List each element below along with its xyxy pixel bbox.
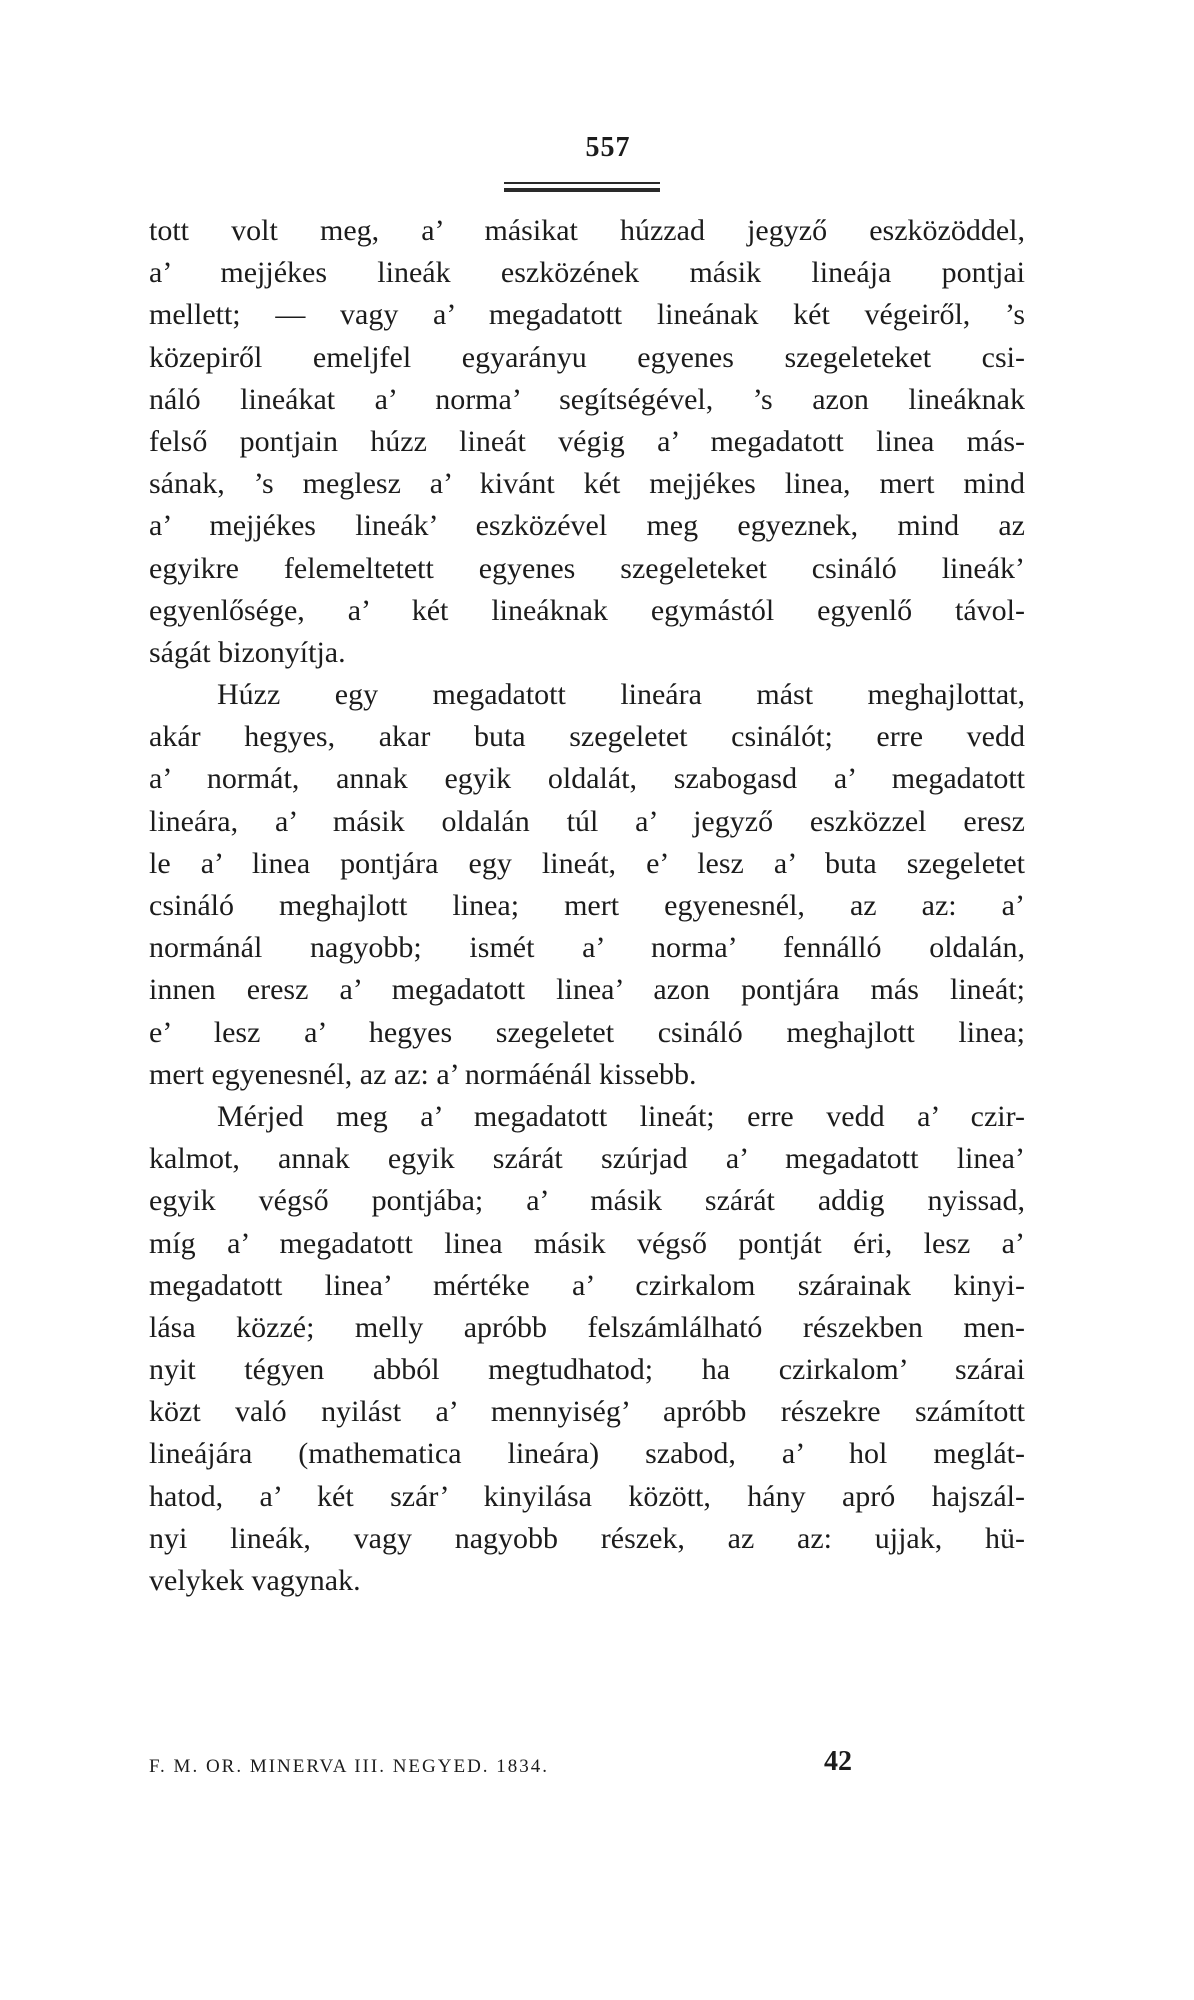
page-footer	[149, 1740, 1025, 1784]
text-line: megadatott linea’ mértéke a’ czirkalom szárainak kinyi-	[149, 1268, 1025, 1302]
text-line: ságát bizonyítja.	[149, 635, 346, 669]
text-line: mert egyenesnél, az az: a’ normáénál kissebb.	[149, 1057, 697, 1091]
text-line: lineára, a’ másik oldalán túl a’ jegyző eszközzel eresz	[149, 804, 1025, 838]
text-line: Mérjed meg a’ megadatott lineát; erre vedd a’ czir-	[217, 1099, 1025, 1133]
text-line: sának, ’s meglesz a’ kivánt két mejjékes linea, mert mind	[149, 467, 1025, 501]
printer-signature: F. M. OR. MINERVA III. NEGYED. 1834.	[149, 1756, 550, 1777]
text-line: nyit tégyen abból megtudhatod; ha czirkalom’ szárai	[149, 1353, 1025, 1387]
text-line: lineájára (mathematica lineára) szabod, a’ hol meglát-	[149, 1437, 1025, 1471]
text-line: normánál nagyobb; ismét a’ norma’ fennálló oldalán,	[149, 931, 1025, 965]
text-line: míg a’ megadatott linea másik végső pontját éri, lesz a’	[149, 1226, 1025, 1260]
header-rule-thin	[504, 182, 660, 184]
text-line: velykek vagynak.	[149, 1564, 361, 1597]
text-line: a’ mejjékes lineák’ eszközével meg egyeznek, mind az	[149, 509, 1025, 543]
text-line: mellett; — vagy a’ megadatott lineának két végeiről, ’s	[149, 298, 1025, 332]
text-line: nyi lineák, vagy nagyobb részek, az az: ujjak, hü-	[149, 1521, 1025, 1555]
text-line: tott volt meg, a’ másikat húzzad jegyző eszközöddel,	[149, 214, 1025, 247]
text-line: Húzz egy megadatott lineára mást meghajlottat,	[217, 678, 1025, 712]
text-line: innen eresz a’ megadatott linea’ azon pontjára más lineát;	[149, 973, 1025, 1007]
text-line: kalmot, annak egyik szárát szúrjad a’ megadatott linea’	[149, 1142, 1025, 1176]
text-line: akár hegyes, akar buta szegeletet csinálót; erre vedd	[149, 720, 1025, 754]
text-line: a’ normát, annak egyik oldalát, szabogasd a’ megadatott	[149, 762, 1025, 796]
text-line: felső pontjain húzz lineát végig a’ megadatott linea más-	[149, 424, 1025, 458]
text-line: e’ lesz a’ hegyes szegeletet csináló meghajlott linea;	[149, 1015, 1025, 1049]
text-line: közt való nyilást a’ mennyiség’ apróbb részekre számított	[149, 1395, 1025, 1429]
sheet-number: 42	[824, 1746, 852, 1777]
page-number: 557	[585, 132, 631, 163]
text-line: náló lineákat a’ norma’ segítségével, ’s azon lineáknak	[149, 382, 1025, 416]
text-line: egyenlősége, a’ két lineáknak egymástól egyenlő távol-	[149, 593, 1025, 627]
text-line: közepiről emeljfel egyarányu egyenes szegeleteket csi-	[149, 340, 1025, 374]
text-line: lása közzé; melly apróbb felszámlálható részekben men-	[149, 1310, 1025, 1344]
text-line: egyik végső pontjába; a’ másik szárát addig nyissad,	[149, 1184, 1025, 1218]
text-line: egyikre felemeltetett egyenes szegeleteket csináló lineák’	[149, 551, 1025, 585]
text-line: le a’ linea pontjára egy lineát, e’ lesz a’ buta szegeletet	[149, 846, 1025, 880]
text-line: a’ mejjékes lineák eszközének másik lineája pontjai	[149, 256, 1025, 290]
text-line: hatod, a’ két szár’ kinyilása között, hány apró hajszál-	[149, 1479, 1025, 1513]
body-text	[149, 210, 1025, 1602]
text-line: csináló meghajlott linea; mert egyenesnél, az az: a’	[149, 889, 1025, 922]
header-rule-thick	[504, 188, 660, 192]
